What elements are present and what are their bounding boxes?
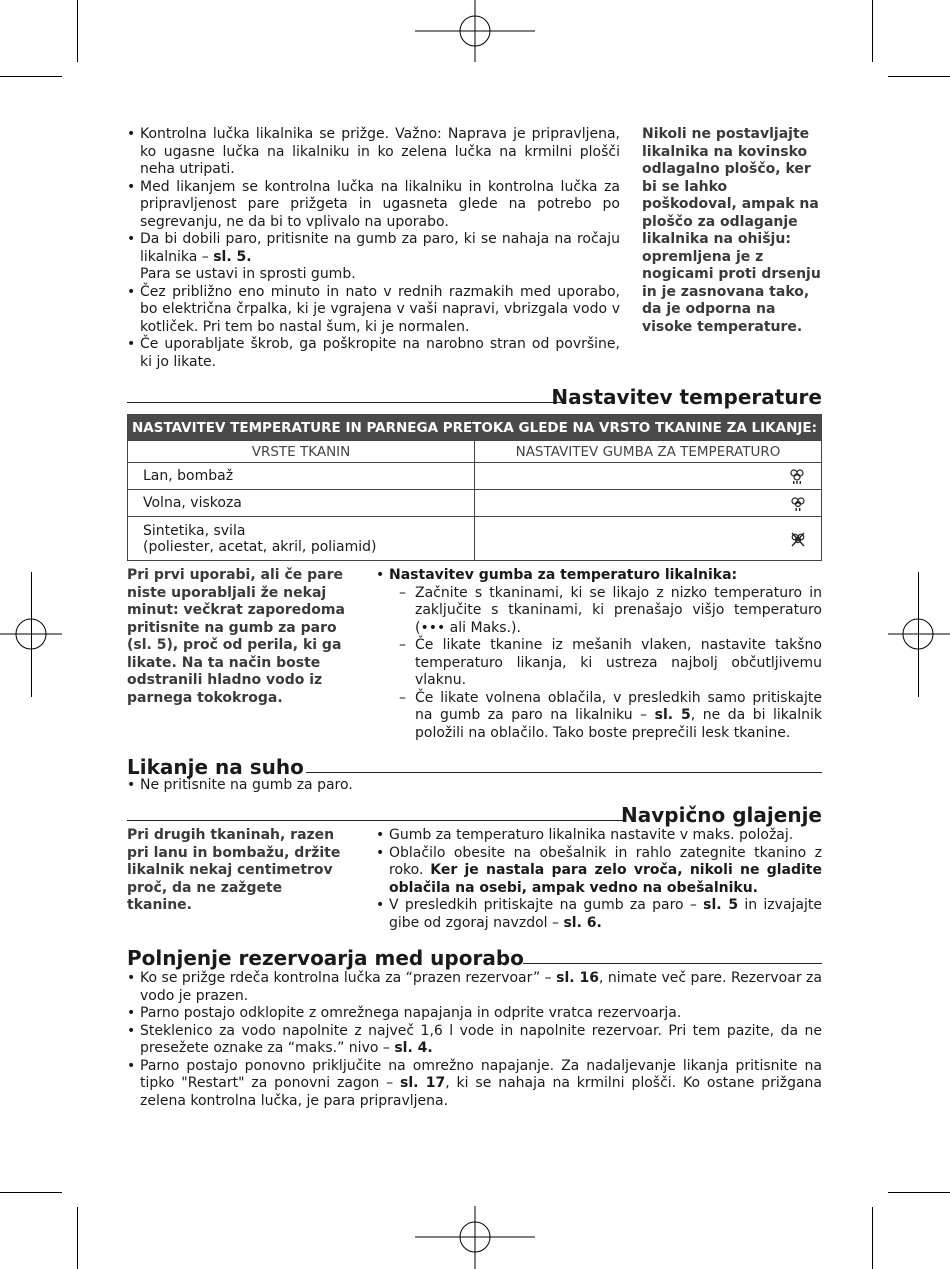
table-cell-fabric: Sintetika, svila (poliester, acetat, akril, poliamid) [128, 517, 475, 561]
dial-instructions [376, 567, 822, 742]
heading-refill-tank: Polnjenje rezervoarja med uporabo [127, 946, 524, 970]
list-item: • Ne pritisnite na gumb za paro. [127, 777, 822, 795]
list-item: • Če uporabljate škrob, ga poškropite na narobno stran od površine, ki jo likate. [127, 336, 620, 371]
list-item: • Da bi dobili paro, pritisnite na gumb za paro, ki se nahaja na ročaju likalnika – sl. 5. Para se ustavi in sprosti gumb. [127, 231, 620, 284]
table-cell-setting [475, 490, 822, 517]
steam-max-icon [788, 468, 806, 484]
table-cell-fabric: Volna, viskoza [128, 490, 475, 517]
side-note-first-use: Pri prvi uporabi, ali če pare niste uporabljali že nekaj minut: večkrat zaporedoma pritisnite na gumb za paro (sl. 5), proč od perila, ki ga likate. Na ta način boste odstranili hladno vodo iz parnega tokokroga. [127, 567, 345, 706]
list-item: • Nastavitev gumba za temperaturo likalnika: – Začnite s tkaninami, ki se likajo z nizko temperaturo in zaključite s tkaninami, ki prenašajo višjo temperaturo (••• ali Maks.). – Če likate tkanine iz mešanih vlaken, nastavite takšno temperaturo likanja, ki ustreza najbolj občutljivemu vlaknu. – Če likate volnena oblačila, v presledkih samo pritiskajte na gumb za paro na likalniku – sl. 5, ne da bi likalnik položili na oblačilo. Tako boste preprečili lesk tkanine. [376, 567, 822, 742]
side-note-vertical: Pri drugih tkaninah, razen pri lanu in bombažu, držite likalnik nekaj centimetrov proč, da ne zažgete tkanine. [127, 827, 341, 913]
list-item: – Če likate volnena oblačila, v presledkih samo pritiskajte na gumb za paro na likalniku – sl. 5, ne da bi likalnik položili na oblačilo. Tako boste preprečili lesk tkanine. [389, 690, 822, 743]
list-item: – Če likate tkanine iz mešanih vlaken, nastavite takšno temperaturo likanja, ki ustreza najbolj občutljivemu vlaknu. [389, 637, 822, 690]
heading-dry-ironing: Likanje na suho [127, 755, 304, 779]
table-cell-setting [475, 517, 822, 561]
no-steam-icon [790, 531, 806, 547]
list-item: • Parno postajo odklopite z omrežnega napajanja in odprite vratca rezervoarja. [127, 1005, 822, 1023]
steam-medium-icon [790, 496, 806, 511]
refill-list [127, 970, 822, 1110]
table-cell-setting [475, 463, 822, 490]
heading-rule [523, 963, 822, 964]
table-title: NASTAVITEV TEMPERATURE IN PARNEGA PRETOKA GLEDE NA VRSTO TKANINE ZA LIKANJE: [128, 415, 822, 441]
column-header-setting: NASTAVITEV GUMBA ZA TEMPERATURO [475, 441, 822, 463]
heading-vertical-steaming: Navpično glajenje [621, 803, 822, 827]
list-item: – Začnite s tkaninami, ki se likajo z nizko temperaturo in zaključite s tkaninami, ki prenašajo višjo temperaturo (••• ali Maks.). [389, 585, 822, 638]
table-cell-fabric: Lan, bombaž [128, 463, 475, 490]
dry-ironing-list [127, 777, 822, 795]
list-item: • Oblačilo obesite na obešalnik in rahlo zategnite tkanino z roko. Ker je nastala para zelo vroča, nikoli ne gladite oblačila na osebi, ampak vedno na obešalniku. [376, 845, 822, 898]
list-item: • Steklenico za vodo napolnite z največ 1,6 l vode in napolnite rezervoar. Pri tem pazite, da ne presežete oznake za “maks.” nivo – sl. 4. [127, 1023, 822, 1058]
list-item: • Med likanjem se kontrolna lučka na likalniku in kontrolna lučka za pripravljenost pare prižgeta in ugasneta glede na potrebo po segrevanju, ne da bi to vplivalo na uporabo. [127, 179, 620, 232]
list-item: • Parno postajo ponovno priključite na omrežno napajanje. Za nadaljevanje likanja pritisnite na tipko "Restart" za ponovni zagon – sl. 17, ki se nahaja na krmilni plošči. Ko ostane prižgana zelena kontrolna lučka, je para pripravljena. [127, 1058, 822, 1111]
list-item: • V presledkih pritiskajte na gumb za paro – sl. 5 in izvajajte gibe od zgoraj navzdol – sl. 6. [376, 897, 822, 932]
heading-temperature: Nastavitev temperature [551, 385, 822, 409]
list-item: • Kontrolna lučka likalnika se prižge. Važno: Naprava je pripravljena, ko ugasne lučka na likalniku in ko zelena lučka na krmilni plošči neha utripati. [127, 126, 620, 179]
top-instructions [127, 126, 620, 371]
vertical-steaming-list [376, 827, 822, 932]
heading-rule [306, 772, 822, 773]
side-note-iron-rest: Nikoli ne postavljajte likalnika na kovinsko odlagalno ploščo, ker bi se lahko poškodoval, ampak na ploščo za odlaganje likalnika na ohišju: opremljena je z nogicami proti drsenju in je zasnovana tako, da je odporna na visoke temperature. [642, 126, 821, 335]
column-header-fabric: VRSTE TKANIN [128, 441, 475, 463]
heading-rule [127, 820, 623, 821]
heading-rule [127, 402, 561, 403]
list-item: • Čez približno eno minuto in nato v rednih razmakih med uporabo, bo električna črpalka, ki je vgrajena v vaši napravi, vbrizgala vodo v kotliček. Pri tem bo nastal šum, ki je normalen. [127, 284, 620, 337]
list-item: • Gumb za temperaturo likalnika nastavite v maks. položaj. [376, 827, 822, 845]
temperature-table [127, 414, 822, 561]
list-item: • Ko se prižge rdeča kontrolna lučka za “prazen rezervoar” – sl. 16, nimate več pare. Rezervoar za vodo je prazen. [127, 970, 822, 1005]
